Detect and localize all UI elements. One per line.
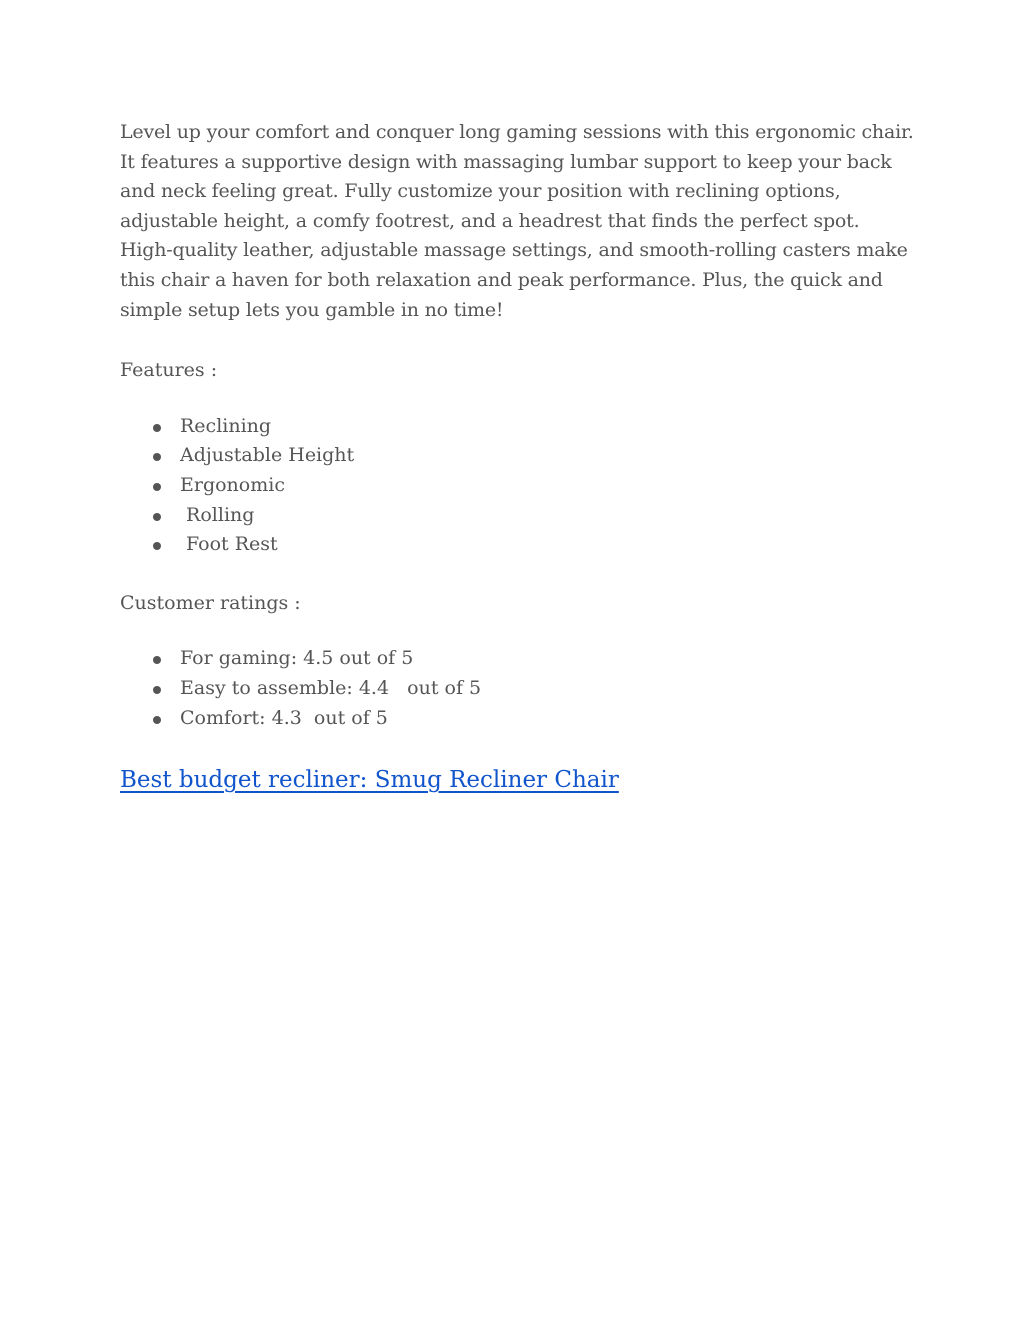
intro-paragraph [120,118,920,325]
rating-text: Easy to assemble: 4.4 out of 5 [180,676,482,699]
bullet-icon [153,453,161,461]
bullet-icon [153,716,161,724]
bullet-icon [153,542,161,550]
rating-item [120,644,920,674]
feature-item [120,412,920,442]
feature-text: Rolling [180,503,255,526]
bullet-icon [153,686,161,694]
rating-item [120,674,920,704]
intro-line: simple setup lets you gamble in no time! [120,298,504,321]
bullet-icon [153,513,161,521]
feature-item [120,441,920,471]
ratings-label: Customer ratings : [120,591,301,614]
next-product-link[interactable]: Best budget recliner: Smug Recliner Chair [120,767,619,794]
features-list [120,412,920,560]
ratings-list [120,644,920,733]
bullet-icon [153,424,161,432]
intro-line: High-quality leather, adjustable massage settings, and smooth-rolling casters make [120,239,908,262]
rating-text: For gaming: 4.5 out of 5 [180,647,414,670]
feature-text: Foot Rest [180,533,278,556]
feature-text: Ergonomic [180,473,285,496]
rating-text: Comfort: 4.3 out of 5 [180,706,388,729]
features-label: Features : [120,359,218,382]
intro-line: It features a supportive design with massaging lumbar support to keep your back [120,150,892,173]
feature-text: Reclining [180,414,272,437]
bullet-icon [153,483,161,491]
intro-line: adjustable height, a comfy footrest, and a headrest that finds the perfect spot. [120,209,860,232]
bullet-icon [153,656,161,664]
document-page [120,118,920,797]
intro-line: and neck feeling great. Fully customize your position with reclining options, [120,180,841,203]
feature-item [120,530,920,560]
feature-item [120,501,920,531]
rating-item [120,704,920,734]
feature-text: Adjustable Height [180,444,355,467]
intro-line: Level up your comfort and conquer long gaming sessions with this ergonomic chair. [120,121,914,143]
intro-line: this chair a haven for both relaxation and peak performance. Plus, the quick and [120,268,883,291]
feature-item [120,471,920,501]
